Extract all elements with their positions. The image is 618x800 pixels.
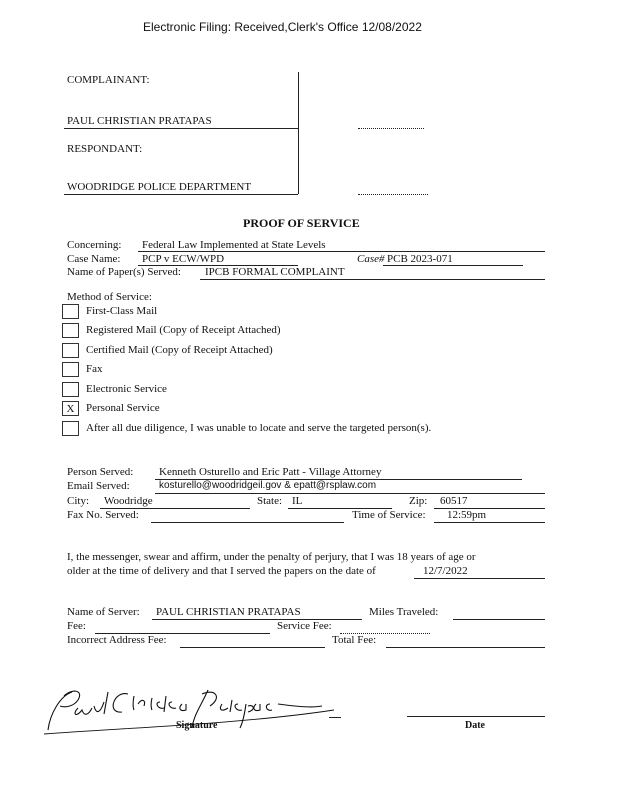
- option-first-class-mail: First-Class Mail: [86, 305, 158, 317]
- state-label: State:: [257, 495, 283, 507]
- case-name-value: PCP v ECW/WPD: [142, 253, 225, 265]
- email-served-underline: [155, 493, 545, 494]
- fax-served-underline: [151, 522, 344, 523]
- papers-served-value: IPCB FORMAL COMPLAINT: [205, 266, 345, 278]
- respondent-underline: [64, 194, 298, 195]
- server-name-label: Name of Server:: [67, 606, 140, 618]
- city-value: Woodridge: [104, 495, 153, 507]
- affirmation-line-1: I, the messenger, swear and affirm, under the penalty of perjury, that I was 18 years of age or: [67, 551, 476, 563]
- fee-label: Fee:: [67, 620, 86, 632]
- total-fee-label: Total Fee:: [332, 634, 377, 646]
- zip-value: 60517: [440, 495, 468, 507]
- server-name-value: PAUL CHRISTIAN PRATAPAS: [156, 606, 301, 618]
- checkbox-first-class-mail[interactable]: [62, 304, 79, 319]
- respondent-name: WOODRIDGE POLICE DEPARTMENT: [67, 181, 252, 193]
- papers-served-label: Name of Paper(s) Served:: [67, 266, 181, 278]
- papers-served-underline: [200, 279, 545, 280]
- concerning-label: Concerning:: [67, 239, 122, 251]
- date-line: [407, 716, 545, 717]
- time-of-service-value: 12:59pm: [447, 509, 487, 521]
- service-fee-label: Service Fee:: [277, 620, 332, 632]
- complainant-name: PAUL CHRISTIAN PRATAPAS: [67, 115, 212, 127]
- state-value: IL: [292, 495, 303, 507]
- person-served-value: Kenneth Osturello and Eric Patt - Village Attorney: [159, 466, 382, 478]
- case-number-value: PCB 2023-071: [387, 253, 453, 265]
- incorrect-address-fee-label: Incorrect Address Fee:: [67, 634, 167, 646]
- option-personal-service: Personal Service: [86, 402, 160, 414]
- time-of-service-label: Time of Service:: [352, 509, 426, 521]
- case-number-label: Case#: [357, 253, 385, 265]
- method-heading: Method of Service:: [67, 291, 152, 303]
- checkbox-electronic-service[interactable]: [62, 382, 79, 397]
- checkbox-certified-mail[interactable]: [62, 343, 79, 358]
- caption-dotted-line-1: [358, 128, 424, 129]
- checkbox-fax[interactable]: [62, 362, 79, 377]
- option-unable-to-serve: After all due diligence, I was unable to locate and serve the targeted person(s).: [86, 422, 432, 434]
- respondent-label: RESPONDANT:: [67, 143, 143, 155]
- option-certified-mail: Certified Mail (Copy of Receipt Attached): [86, 344, 273, 356]
- city-label: City:: [67, 495, 90, 507]
- checkbox-unable-to-serve[interactable]: [62, 421, 79, 436]
- affirmation-line-2: older at the time of delivery and that I served the papers on the date of: [67, 565, 376, 577]
- case-name-label: Case Name:: [67, 253, 121, 265]
- concerning-underline: [138, 251, 545, 252]
- checkbox-registered-mail[interactable]: [62, 323, 79, 338]
- email-served-value: kosturello@woodridgeil.gov & epatt@rsplaw.com: [159, 480, 377, 491]
- miles-traveled-underline: [453, 619, 545, 620]
- signature-label: Signature: [176, 720, 218, 731]
- complainant-underline: [64, 128, 298, 129]
- concerning-value: Federal Law Implemented at State Levels: [142, 239, 326, 251]
- fax-served-label: Fax No. Served:: [67, 509, 139, 521]
- email-served-label: Email Served:: [67, 480, 130, 492]
- caption-dotted-line-2: [358, 194, 428, 195]
- case-number-underline: [383, 265, 523, 266]
- signature-line-end: [329, 717, 341, 718]
- option-electronic-service: Electronic Service: [86, 383, 167, 395]
- total-fee-underline: [386, 647, 545, 648]
- zip-label: Zip:: [409, 495, 428, 507]
- person-served-label: Person Served:: [67, 466, 134, 478]
- caption-divider: [298, 72, 299, 194]
- incorrect-address-fee-underline: [180, 647, 325, 648]
- affirmation-date-underline: [414, 578, 545, 579]
- handwritten-signature: [42, 684, 342, 740]
- checkbox-personal-service[interactable]: X: [62, 401, 79, 416]
- affirmation-date: 12/7/2022: [423, 565, 468, 577]
- document-title: PROOF OF SERVICE: [243, 216, 360, 230]
- date-label: Date: [465, 720, 485, 731]
- option-registered-mail: Registered Mail (Copy of Receipt Attached): [86, 324, 281, 336]
- filing-stamp: Electronic Filing: Received,Clerk's Office 12/08/2022: [143, 20, 422, 34]
- complainant-label: COMPLAINANT:: [67, 74, 150, 86]
- time-of-service-underline: [434, 522, 545, 523]
- option-fax: Fax: [86, 363, 103, 375]
- miles-traveled-label: Miles Traveled:: [369, 606, 439, 618]
